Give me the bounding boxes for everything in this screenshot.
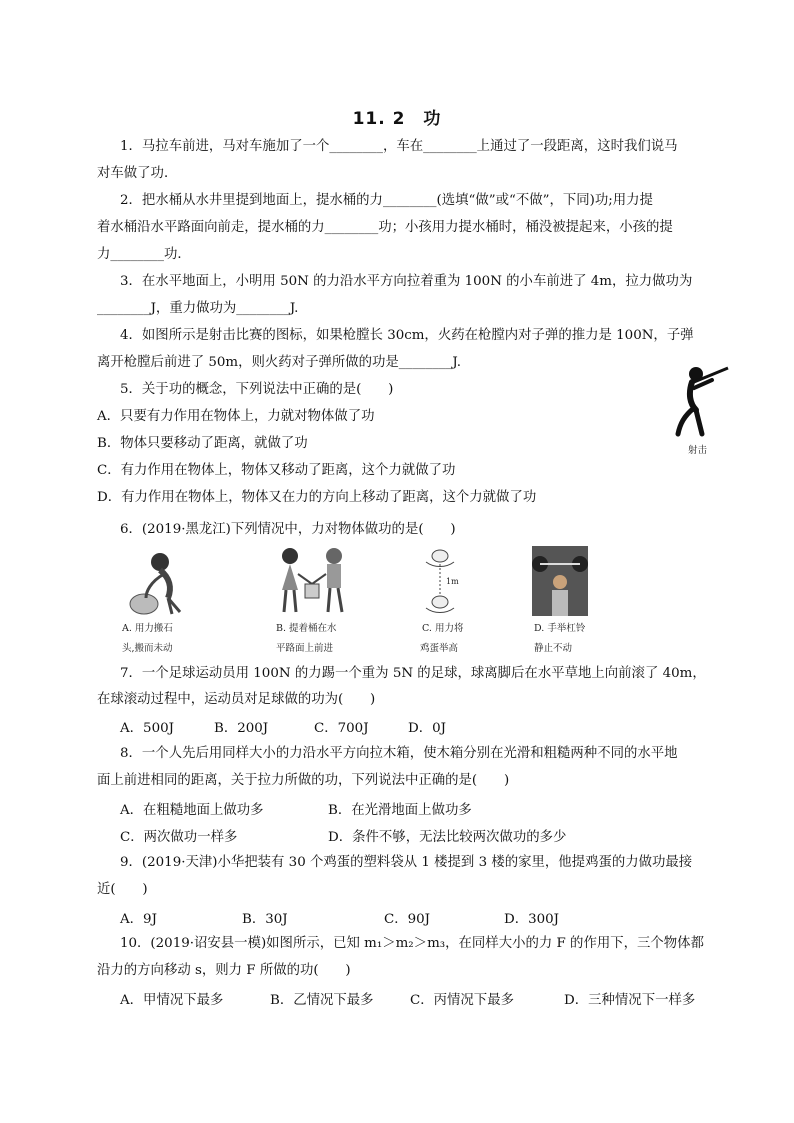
q8-option-a: A．在粗糙地面上做功多 — [120, 803, 264, 818]
figure-c-caption-2: 鸡蛋举高 — [420, 643, 459, 654]
figure-c-raising-egg-image — [416, 548, 468, 614]
q3-line-1: 3．在水平地面上，小明用 50N 的力沿水平方向拉着重为 100N 的小车前进了 4m，拉力做功为 — [120, 274, 693, 289]
q5-option-d: D．有力作用在物体上，物体又在力的方向上移动了距离，这个力就做了功 — [97, 490, 537, 505]
q9-option-b: B．30J — [242, 912, 288, 927]
q9-line-2: 近( ) — [97, 882, 148, 897]
q8-option-d: D．条件不够，无法比较两次做功的多少 — [328, 830, 567, 845]
figure-d-caption-2: 静止不动 — [534, 643, 573, 654]
q2-line-3: 力________功． — [97, 247, 191, 262]
q2-line-2: 着水桶沿水平路面向前走，提水桶的力________功；小孩用力提水桶时，桶没被提起来，小孩的提 — [97, 220, 673, 235]
q9-option-c: C．90J — [384, 912, 431, 927]
figure-b-carrying-bucket-image — [268, 546, 358, 616]
q8-line-1: 8．一个人先后用同样大小的力沿水平方向拉木箱，使木箱分别在光滑和粗糙两种不同的水平地 — [120, 746, 678, 761]
egg-height-label: 1m — [446, 577, 459, 586]
q10-option-a: A．甲情况下最多 — [120, 993, 224, 1008]
figure-b-caption-2: 平路面上前进 — [276, 643, 334, 654]
page-title: 11. 2 功 — [352, 109, 442, 129]
shooting-pictogram-icon — [672, 360, 742, 440]
figure-d-caption-1: D. 手举杠铃 — [534, 623, 586, 634]
q2-line-1: 2．把水桶从水井里提到地面上，提水桶的力________(选填“做”或“不做”，下同)功;用力提 — [120, 193, 653, 208]
q5-option-c: C．有力作用在物体上，物体又移动了距离，这个力就做了功 — [97, 463, 456, 478]
q6-stem: 6．(2019·黑龙江)下列情况中，力对物体做功的是( ) — [120, 522, 456, 537]
shooting-caption: 射击 — [688, 445, 708, 456]
q7-line-2: 在球滚动过程中，运动员对足球做的功为( ) — [97, 692, 376, 707]
q8-option-b: B．在光滑地面上做功多 — [328, 803, 472, 818]
q10-option-d: D．三种情况下一样多 — [564, 993, 696, 1008]
q7-line-1: 7．一个足球运动员用 100N 的力踢一个重为 5N 的足球，球离脚后在水平草地上向前滚了 40m， — [120, 666, 706, 681]
q3-line-2: ________J，重力做功为________J. — [97, 301, 299, 316]
q9-line-1: 9．(2019·天津)小华把装有 30 个鸡蛋的塑料袋从 1 楼提到 3 楼的家里，他提鸡蛋的力做功最接 — [120, 855, 693, 870]
q1-line-2: 对车做了功． — [97, 166, 178, 181]
figure-a-lifting-stone-image — [120, 548, 192, 616]
q10-line-2: 沿力的方向移动 s，则力 F 所做的功( ) — [97, 963, 351, 978]
q1-line-1: 1．马拉车前进，马对车施加了一个________，车在________上通过了一段距离，这时我们说马 — [120, 139, 678, 154]
q7-option-c: C．700J — [314, 721, 369, 736]
q4-line-1: 4．如图所示是射击比赛的图标，如果枪膛长 30cm，火药在枪膛内对子弹的推力是 100N，子弹 — [120, 328, 694, 343]
figure-b-caption-1: B. 提着桶在水 — [276, 623, 337, 634]
figure-a-caption-2: 头,搬而未动 — [122, 643, 173, 654]
figure-a-caption-1: A. 用力搬石 — [122, 623, 173, 634]
q10-option-c: C．丙情况下最多 — [410, 993, 514, 1008]
q8-option-c: C．两次做功一样多 — [120, 830, 238, 845]
q7-option-b: B．200J — [214, 721, 269, 736]
figure-d-holding-barbell-image — [532, 546, 588, 616]
q9-option-a: A．9J — [120, 912, 157, 927]
q5-stem: 5．关于功的概念，下列说法中正确的是( ) — [120, 382, 394, 397]
q5-option-b: B．物体只要移动了距离，就做了功 — [97, 436, 308, 451]
q10-option-b: B．乙情况下最多 — [270, 993, 374, 1008]
q5-option-a: A．只要有力作用在物体上，力就对物体做了功 — [97, 409, 375, 424]
figure-c-caption-1: C. 用力将 — [422, 623, 464, 634]
q9-option-d: D．300J — [504, 912, 560, 927]
q7-option-a: A．500J — [120, 721, 174, 736]
q8-line-2: 面上前进相同的距离，关于拉力所做的功，下列说法中正确的是( ) — [97, 773, 510, 788]
q10-line-1: 10．(2019·诏安县一模)如图所示，已知 m₁＞m₂＞m₃，在同样大小的力 F 的作用下，三个物体都 — [120, 936, 704, 951]
q4-line-2: 离开枪膛后前进了 50m，则火药对子弹所做的功是________J. — [97, 355, 461, 370]
q7-option-d: D．0J — [408, 721, 447, 736]
